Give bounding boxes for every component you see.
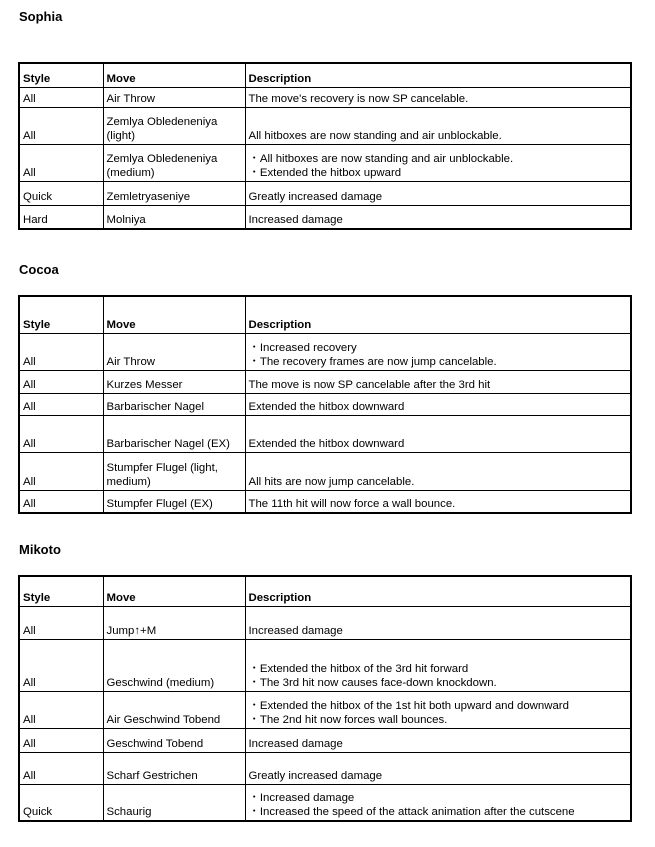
description-cell [245, 691, 631, 728]
description-line: Increased damage [248, 214, 343, 226]
move-cell: Barbarischer Nagel (EX) [103, 415, 245, 452]
style-cell: All [19, 490, 103, 513]
description-line: ・Extended the hitbox of the 3rd hit forward [248, 662, 469, 675]
move-cell: Stumpfer Flugel (light, medium) [103, 452, 245, 490]
header-description: Description [245, 63, 631, 87]
style-cell: All [19, 752, 103, 784]
mikoto-changes-table [18, 575, 632, 822]
move-cell: Stumpfer Flugel (EX) [103, 490, 245, 513]
description-line: ・Increased damage [248, 792, 355, 804]
description-line: The move is now SP cancelable after the 3rd hit [248, 378, 491, 391]
header-style: Style [19, 296, 103, 333]
description-line: Extended the hitbox downward [248, 437, 405, 450]
description-cell [245, 393, 631, 415]
table-row [19, 87, 631, 107]
move-cell: Zemlya Obledeneniya (light) [103, 107, 245, 144]
description-cell [245, 181, 631, 205]
move-cell: Molniya [103, 205, 245, 229]
style-cell: All [19, 452, 103, 490]
style-cell: All [19, 606, 103, 639]
description-cell [245, 370, 631, 393]
style-cell: All [19, 728, 103, 752]
cocoa-changes-table [18, 295, 632, 514]
style-cell: All [19, 415, 103, 452]
description-line: ・The recovery frames are now jump cancelable. [248, 355, 497, 368]
description-cell [245, 728, 631, 752]
table-header-row [19, 63, 631, 87]
description-cell [245, 333, 631, 370]
header-move: Move [103, 576, 245, 606]
style-cell: All [19, 639, 103, 691]
description-line: All hits are now jump cancelable. [248, 475, 415, 488]
description-line: ・All hitboxes are now standing and air unblockable. [248, 152, 514, 165]
description-cell [245, 752, 631, 784]
header-move: Move [103, 296, 245, 333]
move-cell: Barbarischer Nagel [103, 393, 245, 415]
description-line: Increased damage [248, 624, 343, 637]
table-row [19, 784, 631, 821]
style-cell: Hard [19, 205, 103, 229]
table-row [19, 490, 631, 513]
description-line: ・Extended the hitbox of the 1st hit both upward and downward [248, 699, 569, 712]
move-cell: Air Geschwind Tobend [103, 691, 245, 728]
table-header-row [19, 576, 631, 606]
move-cell: Kurzes Messer [103, 370, 245, 393]
move-cell: Zemletryaseniye [103, 181, 245, 205]
table-row [19, 107, 631, 144]
move-cell: Air Throw [103, 333, 245, 370]
description-cell [245, 107, 631, 144]
style-cell: Quick [19, 181, 103, 205]
table-row [19, 144, 631, 181]
description-cell [245, 452, 631, 490]
table-row [19, 393, 631, 415]
table-row [19, 181, 631, 205]
sophia-changes-table [18, 62, 632, 230]
table-header-row [19, 296, 631, 333]
style-cell: All [19, 144, 103, 181]
description-line: The move's recovery is now SP cancelable. [248, 92, 469, 105]
style-cell: Quick [19, 784, 103, 821]
description-cell [245, 639, 631, 691]
description-cell [245, 144, 631, 181]
table-row [19, 452, 631, 490]
table-row [19, 639, 631, 691]
move-cell: Geschwind (medium) [103, 639, 245, 691]
header-description: Description [245, 576, 631, 606]
table-row [19, 728, 631, 752]
header-style: Style [19, 63, 103, 87]
table-row [19, 370, 631, 393]
header-description: Description [245, 296, 631, 333]
move-cell: Jump↑+M [103, 606, 245, 639]
move-cell: Air Throw [103, 87, 245, 107]
description-line: ・The 2nd hit now forces wall bounces. [248, 713, 448, 726]
table-row [19, 691, 631, 728]
description-line: Increased damage [248, 737, 343, 750]
table-row [19, 415, 631, 452]
description-line: All hitboxes are now standing and air unblockable. [248, 129, 502, 142]
style-cell: All [19, 107, 103, 144]
description-line: Greatly increased damage [248, 769, 383, 782]
move-cell: Geschwind Tobend [103, 728, 245, 752]
style-cell: All [19, 370, 103, 393]
table-row [19, 752, 631, 784]
description-line: Extended the hitbox downward [248, 400, 405, 413]
description-cell [245, 606, 631, 639]
description-line: ・Extended the hitbox upward [248, 166, 402, 179]
header-style: Style [19, 576, 103, 606]
move-cell: Zemlya Obledeneniya (medium) [103, 144, 245, 181]
table-row [19, 606, 631, 639]
style-cell: All [19, 393, 103, 415]
style-cell: All [19, 87, 103, 107]
style-cell: All [19, 691, 103, 728]
section-title-mikoto: Mikoto [19, 542, 61, 557]
table-row [19, 333, 631, 370]
description-line: ・Increased the speed of the attack animation after the cutscene [248, 806, 575, 818]
description-cell [245, 205, 631, 229]
description-cell [245, 490, 631, 513]
table-row [19, 205, 631, 229]
description-line: ・Increased recovery [248, 341, 357, 354]
description-line: The 11th hit will now force a wall bounce. [248, 498, 456, 510]
header-move: Move [103, 63, 245, 87]
move-cell: Scharf Gestrichen [103, 752, 245, 784]
move-cell: Schaurig [103, 784, 245, 821]
section-title-cocoa: Cocoa [19, 262, 59, 277]
section-title-sophia: Sophia [19, 9, 63, 24]
description-cell [245, 415, 631, 452]
description-line: Greatly increased damage [248, 190, 383, 203]
description-cell [245, 87, 631, 107]
description-line: ・The 3rd hit now causes face-down knockdown. [248, 676, 497, 689]
style-cell: All [19, 333, 103, 370]
description-cell [245, 784, 631, 821]
